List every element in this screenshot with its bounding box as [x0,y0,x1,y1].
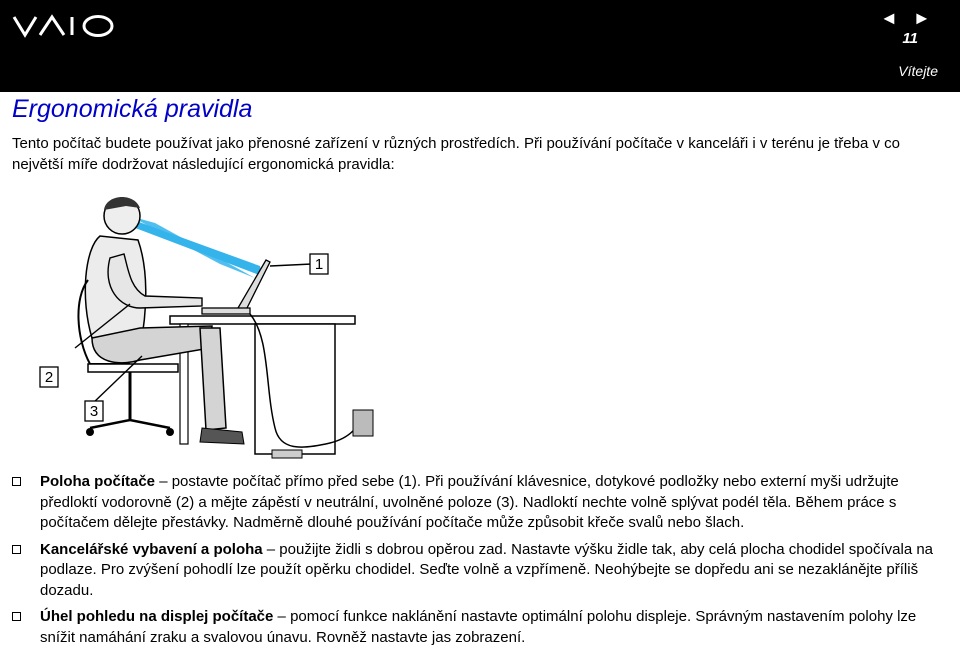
checkbox-bullet-icon [12,477,21,486]
figure-label-2: 2 [44,369,54,386]
page-title: Ergonomická pravidla [12,95,253,123]
rule-term: Poloha počítače [40,473,156,490]
rule-text: použijte židli s dobrou opěrou zad. Nastavte výšku židle tak, aby celá plocha chodidel spočívala na podlaze. Pro zvýšení pohodlí lze použít opěrku chodidel. Seďte volně a vzpřímeně. Neohýbejte se dopředu ani se nezaklánějte příliš dozadu. [40,540,934,599]
next-page-arrow-icon[interactable]: ► [912,8,931,28]
header-bar [0,0,960,92]
checkbox-bullet-icon [12,545,21,554]
rule-text: pomocí funkce naklánění nastavte optimální polohu displeje. Správným nastavením polohy lze snížit namáhání zraku a svalovou únavu. Rovněž nastavte jas zobrazení. [40,608,917,646]
figure-label-1: 1 [314,256,324,273]
page-navigation [880,8,931,29]
rule-text: postavte počítač přímo před sebe (1). Při používání klávesnice, dotykové podložky nebo externí myši udržujte předloktí vodorovně (2) a mějte zápěstí v neutrální, uvolněné poloze (3). Nadloktí nechte volně splývat podél těla. Během práce s počítačem dělejte přestávky. Nadměrně dlouhé používání počítače může způsobit křeče svalů nebo šlach. [40,473,899,531]
rule-term: Kancelářské vybavení a poloha [40,540,263,558]
section-title[interactable]: Vítejte [898,63,938,79]
list-item: Kancelářské vybavení a poloha – použijte židli s dobrou opěrou zad. Nastavte výšku židle tak, aby celá plocha chodidel spočívala na podlaze. Pro zvýšení pohodlí lze použít opěrku chodidel. Seďte volně a vzpřímeně. Neohýbejte se dopředu ani se nezaklánějte příliš dozadu. [10,540,954,602]
list-item: Úhel pohledu na displej počítače – pomocí funkce naklánění nastavte optimální polohu displeje. Správným nastavením polohy lze snížit namáhání zraku a svalovou únavu. Rovněž nastavte jas zobrazení. [10,607,954,648]
ergonomic-posture-illustration [30,188,450,468]
list-item: Poloha počítače – postavte počítač přímo před sebe (1). Při používání klávesnice, dotykové podložky nebo externí myši udržujte předloktí vodorovně (2) a mějte zápěstí v neutrální, uvolněné poloze (3). Nadloktí nechte volně splývat podél těla. Během práce s počítačem dělejte přestávky. Nadměrně dlouhé používání počítače může způsobit křeče svalů nebo šlach. [10,472,954,534]
checkbox-bullet-icon [12,612,21,621]
vaio-logo [12,14,122,38]
intro-paragraph: Tento počítač budete používat jako přenosné zařízení v různých prostředích. Při používání počítače v kanceláři i v terénu je třeba v co největší míře dodržovat následující ergonomická pravidla: [12,135,900,173]
previous-page-arrow-icon[interactable]: ◄ [880,8,898,28]
ergonomic-rules-list [10,472,954,654]
figure-label-3: 3 [89,403,99,420]
rule-term: Úhel pohledu na displej počítače [40,608,274,625]
page-number: 11 [902,30,918,47]
